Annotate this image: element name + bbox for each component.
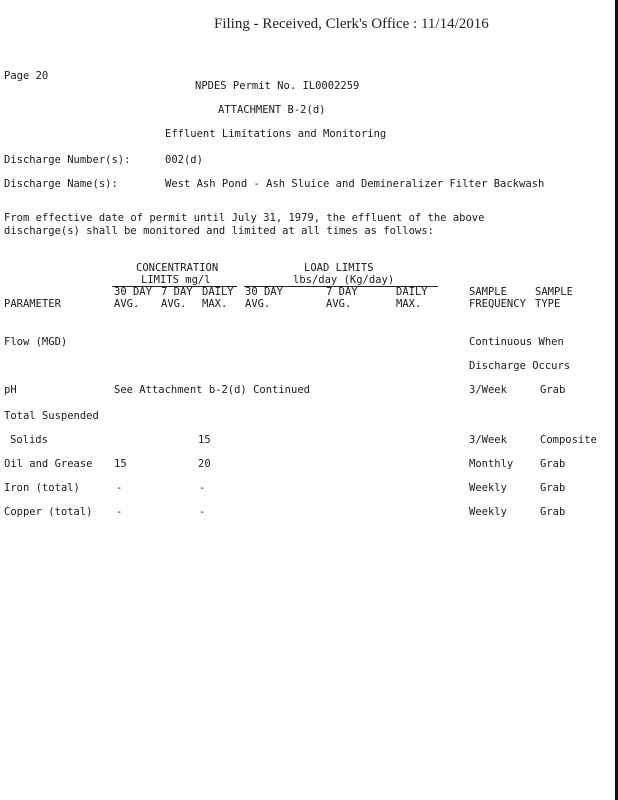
- row-ph-parameter: pH: [4, 384, 17, 396]
- discharge-name-label: Discharge Name(s):: [4, 178, 118, 190]
- col-load-7-day: 7 DAY: [326, 286, 358, 298]
- document-subtitle: Effluent Limitations and Monitoring: [165, 128, 387, 140]
- row-copper-parameter: Copper (total): [4, 506, 93, 518]
- row-tss-parameter: Total Suspended: [4, 410, 99, 422]
- row-iron-frequency: Weekly: [469, 482, 507, 494]
- col-sample-frequency-2: FREQUENCY: [469, 298, 526, 310]
- row-copper-type: Grab: [540, 506, 566, 518]
- row-oil-frequency: Monthly: [469, 458, 514, 470]
- row-flow-frequency-cont: Discharge Occurs: [469, 360, 571, 372]
- permit-number: NPDES Permit No. IL0002259: [195, 80, 360, 92]
- col-conc-7-avg: AVG.: [161, 298, 187, 310]
- row-ph-frequency: 3/Week: [469, 384, 507, 396]
- col-conc-7-day: 7 DAY: [161, 286, 193, 298]
- row-iron-parameter: Iron (total): [4, 482, 80, 494]
- col-load-30-day: 30 DAY: [245, 286, 283, 298]
- intro-line-2: discharge(s) shall be monitored and limited at all times as follows:: [4, 225, 434, 237]
- row-oil-avg30: 15: [114, 458, 127, 470]
- row-ph-type: Grab: [540, 384, 566, 396]
- col-conc-30-day: 30 DAY: [114, 286, 152, 298]
- row-copper-daily-max: -: [199, 506, 206, 518]
- col-load-daily: DAILY: [396, 286, 428, 298]
- discharge-number-value: 002(d): [165, 154, 203, 166]
- attachment-title: ATTACHMENT B-2(d): [218, 104, 326, 116]
- page-number: Page 20: [4, 70, 49, 82]
- row-flow-frequency: Continuous When: [469, 336, 564, 348]
- row-ph-note: See Attachment b-2(d) Continued: [114, 384, 310, 396]
- discharge-name-value: West Ash Pond - Ash Sluice and Demineralizer Filter Backwash: [165, 178, 545, 190]
- intro-line-1: From effective date of permit until July 31, 1979, the effluent of the above: [4, 212, 485, 224]
- col-load-daily-max: MAX.: [396, 298, 422, 310]
- row-flow-parameter: Flow (MGD): [4, 336, 68, 348]
- filing-header: Filing - Received, Clerk's Office : 11/14/2016: [214, 16, 489, 32]
- row-oil-parameter: Oil and Grease: [4, 458, 93, 470]
- concentration-header: CONCENTRATION: [136, 262, 219, 274]
- col-sample-type: SAMPLE: [535, 286, 573, 298]
- row-tss-parameter-cont: Solids: [10, 434, 48, 446]
- row-iron-type: Grab: [540, 482, 566, 494]
- row-iron-daily-max: -: [199, 482, 206, 494]
- row-iron-avg30: -: [116, 482, 123, 494]
- col-conc-daily-max: MAX.: [202, 298, 228, 310]
- col-load-7-avg: AVG.: [326, 298, 352, 310]
- col-conc-daily: DAILY: [202, 286, 234, 298]
- row-tss-frequency: 3/Week: [469, 434, 507, 446]
- col-load-30-avg: AVG.: [245, 298, 271, 310]
- row-copper-frequency: Weekly: [469, 506, 507, 518]
- concentration-units: LIMITS mg/l: [141, 274, 211, 286]
- row-tss-type: Composite: [540, 434, 597, 446]
- col-conc-30-avg: AVG.: [114, 298, 140, 310]
- discharge-number-label: Discharge Number(s):: [4, 154, 131, 166]
- row-oil-type: Grab: [540, 458, 566, 470]
- row-tss-daily-max: 15: [198, 434, 211, 446]
- col-parameter: PARAMETER: [4, 298, 61, 310]
- load-units: lbs/day (Kg/day): [293, 274, 395, 286]
- row-copper-avg30: -: [116, 506, 123, 518]
- row-oil-daily-max: 20: [198, 458, 211, 470]
- col-sample-type-2: TYPE: [535, 298, 561, 310]
- load-header: LOAD LIMITS: [304, 262, 374, 274]
- col-sample-frequency: SAMPLE: [469, 286, 507, 298]
